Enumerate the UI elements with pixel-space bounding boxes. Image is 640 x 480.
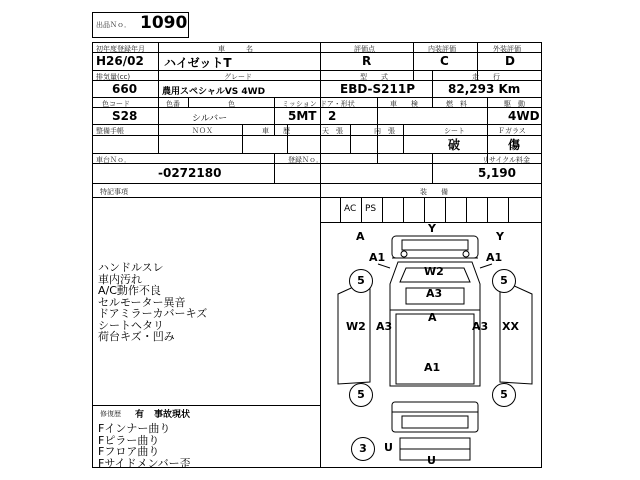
interior-label: 内装評価: [428, 45, 456, 53]
repair-item: Fピラー曲り: [98, 433, 160, 447]
damage-mark: A: [428, 311, 437, 324]
note-item: A/C動作不良: [98, 284, 161, 297]
eval-label: 評価点: [354, 45, 375, 53]
repair-item: Fインナー曲り: [98, 422, 171, 435]
drive-label: 駆 動: [504, 100, 525, 108]
damage-mark: U: [427, 454, 436, 467]
mission-value: 5MT: [288, 109, 317, 123]
glass-value: 傷: [508, 138, 521, 152]
mission-label: ミッション: [282, 100, 317, 108]
manual-label: 整備手帳: [96, 127, 124, 135]
car-diagram: [330, 224, 540, 468]
color-code-value: S28: [112, 109, 138, 123]
fuel-label: 燃 料: [446, 100, 467, 108]
door-label: ドア・形状: [320, 100, 355, 108]
nox-label: ＮＯＸ: [192, 127, 213, 135]
note-item: 車内汚れ: [98, 272, 142, 286]
damage-circle: 5: [492, 269, 516, 293]
mileage-value: 82,293 Km: [448, 82, 521, 96]
damage-mark: A1: [486, 251, 503, 264]
damage-circle: 3: [351, 437, 375, 461]
damage-circle: 5: [349, 269, 373, 293]
damage-mark: A1: [424, 361, 441, 374]
color-label: 色: [228, 100, 235, 108]
color-code-label: 色コード: [102, 100, 130, 108]
lot-number: 1090: [140, 13, 188, 33]
damage-mark: A3: [472, 320, 489, 333]
color-no-label: 色番: [166, 100, 180, 108]
damage-mark: Y: [496, 230, 504, 243]
seat-label: シート: [444, 127, 465, 135]
note-item: シートヘタリ: [98, 318, 164, 332]
repair-has: 有: [135, 410, 145, 420]
damage-mark: W2: [346, 320, 366, 333]
year-label: 初年度登録年月: [96, 45, 145, 53]
repair-item: Fフロア曲り: [98, 445, 160, 458]
glass-label: Ｆガラス: [498, 127, 526, 135]
notes-label: 特記事項: [100, 188, 128, 196]
damage-mark: XX: [502, 320, 519, 333]
name-label: 車 名: [218, 45, 253, 53]
note-item: ハンドルスレ: [98, 261, 164, 274]
color-value: シルバー: [192, 114, 228, 124]
sunroof-label: 天 張: [322, 127, 343, 135]
door-value: 2: [328, 109, 337, 123]
lot-label: 出品Ｎｏ．: [96, 21, 131, 29]
model-label: 型 式: [360, 73, 388, 81]
damage-mark: W2: [424, 265, 444, 278]
note-item: ドアミラーカバーキズ: [98, 307, 208, 320]
damage-mark: A3: [376, 320, 393, 333]
note-item: セルモーター異音: [98, 295, 186, 309]
mileage-label: 走 行: [472, 73, 500, 81]
equip-ps: PS: [365, 204, 377, 214]
equip-label: 装 備: [420, 188, 448, 196]
name-value: ハイゼットT: [164, 56, 232, 70]
disp-label: 排気量(cc): [96, 73, 131, 81]
model-value: EBD-S211P: [340, 82, 415, 96]
disp-value: 660: [112, 82, 138, 96]
damage-circle: 5: [492, 383, 516, 407]
vehicle-label: 車 検: [390, 100, 418, 108]
damage-mark: Y: [428, 222, 436, 235]
grade-label: グレード: [224, 73, 252, 81]
damage-circle: 5: [349, 383, 373, 407]
grade-value: 農用スペシャルVS 4WD: [162, 87, 266, 97]
damage-mark: U: [384, 441, 393, 454]
equip-ac: AC: [344, 204, 357, 214]
interior-trim-label: 内 張: [374, 127, 395, 135]
repair-label: 修復歴: [100, 410, 121, 418]
drive-value: 4WD: [508, 109, 540, 123]
repair-item: Fサイドメンバー歪: [98, 456, 191, 470]
year-value: H26/02: [96, 54, 144, 68]
damage-mark: A1: [369, 251, 386, 264]
recycle-label: リサイクル料金: [482, 156, 531, 164]
damage-mark: A3: [426, 287, 443, 300]
interior-value: C: [440, 54, 449, 68]
seat-value: 破: [448, 138, 461, 152]
note-item: 荷台キズ・凹み: [98, 330, 175, 343]
recycle-value: 5,190: [478, 166, 516, 180]
chassis-label: 車台Ｎｏ．: [96, 156, 131, 164]
history-label: 車 歴: [262, 127, 290, 135]
exterior-value: D: [505, 54, 515, 68]
damage-mark: A: [356, 230, 365, 243]
exterior-label: 外装評価: [493, 45, 521, 53]
repair-status: 事故現状: [154, 410, 191, 420]
reg-label: 登録Ｎｏ．: [288, 156, 323, 164]
chassis-value: -0272180: [158, 166, 222, 180]
eval-value: R: [362, 54, 372, 68]
